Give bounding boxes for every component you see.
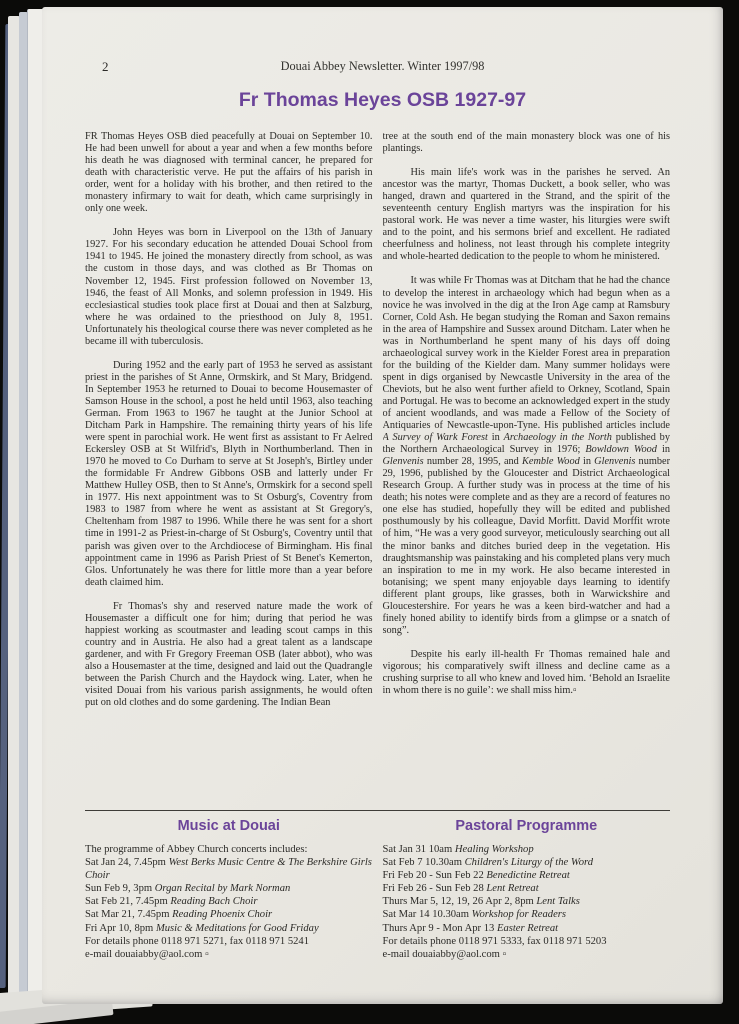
running-header: Douai Abbey Newsletter. Winter 1997/98 [280, 59, 485, 73]
music-contact: For details phone 0118 971 5271, fax 0118 971 5241 [85, 935, 310, 947]
text: Sat Feb 7 10.30am [382, 857, 465, 869]
text: FR Thomas Heyes OSB died peacefully at Douai on September 10. He had been unwell for about a year and when a few months before his death he was diagnosed with terminal cancer, he prepared for death with characteristic verve. He put the affairs of his parish in order, went for a holiday with his brother, and then retired to the monastery infirmary to wait for death, which came surprisingly in only one week. [85, 131, 373, 215]
article-paragraph [383, 649, 671, 697]
page-number: 2 [102, 59, 109, 74]
italic-text: Benedictine Retreat [486, 870, 570, 882]
article-body [85, 131, 670, 803]
text: Sat Mar 14 10.30am [382, 909, 472, 921]
event-line [85, 908, 373, 921]
italic-text: Glenvenis [594, 456, 636, 468]
event-line [383, 856, 671, 869]
section-divider-rule [85, 810, 670, 811]
event-line [85, 922, 373, 935]
article-paragraph [383, 131, 671, 155]
text: His main life's work was in the parishes he served. An ancestor was the martyr, Thomas Duckett, a book seller, who was hanged, drawn and quartered in the Strand, and the spirit of the seventeenth century English martyrs was the inspiration for his pastoral work. He was never a time waster, his liturgies were swift and to the point, and his sermons brief and excellent. He radiated cheerfulness and holiness, not least through his complete integrity and whole-hearted dedication to the people to whom he ministered. [382, 167, 670, 263]
event-line [383, 895, 671, 908]
article-right-column [383, 131, 671, 803]
italic-text: West Berks Music Centre & The Berkshire Girls Choir [85, 857, 372, 882]
event-line [85, 882, 373, 895]
event-line [85, 895, 373, 908]
text: in [579, 456, 595, 468]
text: number 29, 1996, published by the Gloucester and District Archaeological Research Group. A further study was in process at the time of his death; his notes were complete and as they are a record of features no one else has studied, hopefully they will be edited and published posthumously by his colleague, David Morfitt. David Morffit wrote of him, “He was a very good surveyor, meticulously searching out all the minor banks and ditches buried deep in the vegetation. His draughtsmanship was painstaking and his completed plans very much an inspiration to me in my work. He also became interested in botanising; we spent many enjoyable days learning to identify different plant groups, like grasses, both in Warwickshire and Gloucestershire. For years he was a keen bird-watcher and had a finely honed ability to identify birds from a glimpse or a snatch of song”. [382, 456, 670, 636]
pastoral-heading: Pastoral Programme [455, 818, 598, 834]
event-line [85, 856, 373, 882]
italic-text: Lent Talks [536, 896, 580, 908]
text: tree at the south end of the main monastery block was one of his plantings. [382, 131, 670, 155]
italic-text: Healing Workshop [454, 844, 534, 855]
article-left-column [85, 131, 373, 803]
pastoral-section [383, 815, 671, 961]
italic-text: Music & Meditations for Good Friday [155, 922, 319, 934]
text: Fri Feb 26 - Sun Feb 28 [382, 883, 487, 895]
pastoral-email: e-mail douaiabby@aol.com ▫ [382, 948, 507, 960]
pastoral-events-list [383, 843, 671, 935]
text: number 28, 1995, and [423, 456, 523, 468]
italic-text: Easter Retreat [496, 922, 559, 934]
bottom-sections [85, 815, 670, 961]
event-line [383, 882, 671, 895]
text: Sat Jan 31 10am [382, 844, 455, 855]
event-line [383, 922, 671, 935]
article-paragraph [85, 360, 373, 589]
event-line [383, 843, 671, 856]
event-line [383, 869, 671, 882]
music-section [85, 815, 373, 961]
text: Sat Feb 21, 7.45pm [85, 896, 171, 908]
article-paragraph [85, 601, 373, 709]
text: Sun Feb 9, 3pm [85, 883, 155, 895]
text: Despite his early ill-health Fr Thomas remained hale and vigorous; his comparatively swift illness and decline came as a crushing surprise to all who knew and loved him. ‘Behold an Israelite in whom there is no guile’: we shall miss him.▫ [382, 648, 670, 697]
event-line [383, 908, 671, 921]
italic-text: Kemble Wood [522, 456, 580, 468]
text: Thurs Apr 9 - Mon Apr 13 [382, 922, 497, 934]
article-title: Fr Thomas Heyes OSB 1927-97 [238, 89, 527, 111]
text: in [487, 432, 504, 444]
text: in [656, 444, 670, 456]
text: Thurs Mar 5, 12, 19, 26 Apr 2, 8pm [382, 896, 537, 908]
article-paragraph [85, 227, 373, 347]
text: Sat Mar 21, 7.45pm [85, 909, 173, 921]
italic-text: Workshop for Readers [471, 909, 567, 921]
text: published by the Northern Archaeological Survey in 1976; [382, 432, 670, 456]
italic-text: Archaeology in the North [503, 432, 612, 444]
article-paragraph [383, 275, 671, 636]
text: During 1952 and the early part of 1953 he served as assistant priest in the parishes of St Anne, Ormskirk, and St Mary, Bridgend. In September 1953 he returned to Douai to become Housemaster of Samson House in the school, a post he held until 1963, also teaching German. From 1963 to 1967 he taught at the Junior School at Ditcham Park in Hampshire. The remaining thirty years of his life were spent in parochial work. He went first as assistant to Fr Aelred Eckersley OSB at St Wilfrid's, Blyth in Northumberland. Then in 1970 he moved to Co Durham to serve at St Joseph's, Birtley under the formidable Fr Andrew Gibbons OSB and latterly under Fr Matthew Hulley OSB, then to St Anne's, Ormskirk for a second spell in 1977. His next appointment was to St Osburg's, Coventry from 1983 to 1987 from where he went as assistant at St Gregory's, Cheltenham from 1987 to 1996. While there he was sent for a short time in 1991-2 as Priest-in-charge of St Osburg's, Coventry until that parish was given over to the Archdiocese of Birmingham. His final appointment came in 1996 as Parish Priest of St Benet's Kemerton, Glos. Unfortunately he was there for little more than a year before death claimed him. [85, 359, 373, 588]
italic-text: Reading Phoenix Choir [172, 909, 273, 921]
music-email: e-mail douaiabby@aol.com ▫ [85, 948, 209, 960]
text: John Heyes was born in Liverpool on the 13th of January 1927. For his secondary education he attended Douai School from 1941 to 1945. He joined the monastery directly from school, as was the custom in those days, and was clothed as Br Thomas on November 12, 1945. First profession followed on November 13, 1946, the feast of All Monks, and solemn profession in 1949. His ecclesiastical studies took place first at Douai and then at Salzburg, where he was ordained to the priesthood on July 8, 1951. Unfortunately his theological course there was never completed as he became ill with tuberculosis. [85, 227, 373, 347]
music-events-list [85, 856, 373, 935]
text: Fri Feb 20 - Sun Feb 22 [382, 870, 487, 882]
italic-text: Children's Liturgy of the Word [464, 857, 594, 869]
text: It was while Fr Thomas was at Ditcham that he had the chance to develop the interest in archaeology which had begun when as a novice he was involved in the dig at the Iron Age camp at Ramsbury Corner, Cold Ash. He began studying the Roman and Saxon remains in the area of Hampshire and Sussex around Ditcham. Later when he was in Northumberland he spent many of his days off doing archaeological survey work in the Kielder Forest area in preparation for the building of the Kielder dam. Many summer holidays were spent in digs organised by Newcastle University in the area of the Cheviots, but he also went further afield to Orkney, Scotland, Spain and Portugal. He was to become an acknowledged expert in the study of ancient woodlands, and was made a Fellow of the Society of Antiquaries of Newcastle-upon-Tyne. His published articles include [382, 275, 670, 432]
italic-text: Lent Retreat [486, 883, 539, 895]
text: Fri Apr 10, 8pm [85, 922, 156, 934]
italic-text: Organ Recital by Mark Norman [154, 883, 291, 895]
italic-text: A Survey of Wark Forest [382, 432, 488, 444]
italic-text: Glenvenis [382, 456, 424, 468]
pastoral-contact: For details phone 0118 971 5333, fax 0118 971 5203 [382, 935, 607, 947]
text: Sat Jan 24, 7.45pm [85, 857, 169, 869]
article-paragraph [383, 167, 671, 263]
italic-text: Bowldown Wood [585, 444, 657, 456]
article-paragraph [85, 131, 373, 215]
italic-text: Reading Bach Choir [170, 896, 258, 908]
music-heading: Music at Douai [177, 818, 280, 834]
newsletter-page [42, 7, 723, 1004]
music-intro: The programme of Abbey Church concerts includes: [85, 844, 308, 855]
text: Fr Thomas's shy and reserved nature made the work of Housemaster a difficult one for him; during that period he was happiest working as scoutmaster and leading scout camps in this country and in Austria. He also had a great talent as a landscape gardener, and with Fr Gregory Freeman OSB (later abbot), who was also a Housemaster at the time, designed and laid out the Quadrangle between the Parish Church and the Haydock wing. Later, when he visited Douai from his various parish assignments, he would often put on old clothes and do some gardening. The Indian Bean [85, 600, 373, 709]
